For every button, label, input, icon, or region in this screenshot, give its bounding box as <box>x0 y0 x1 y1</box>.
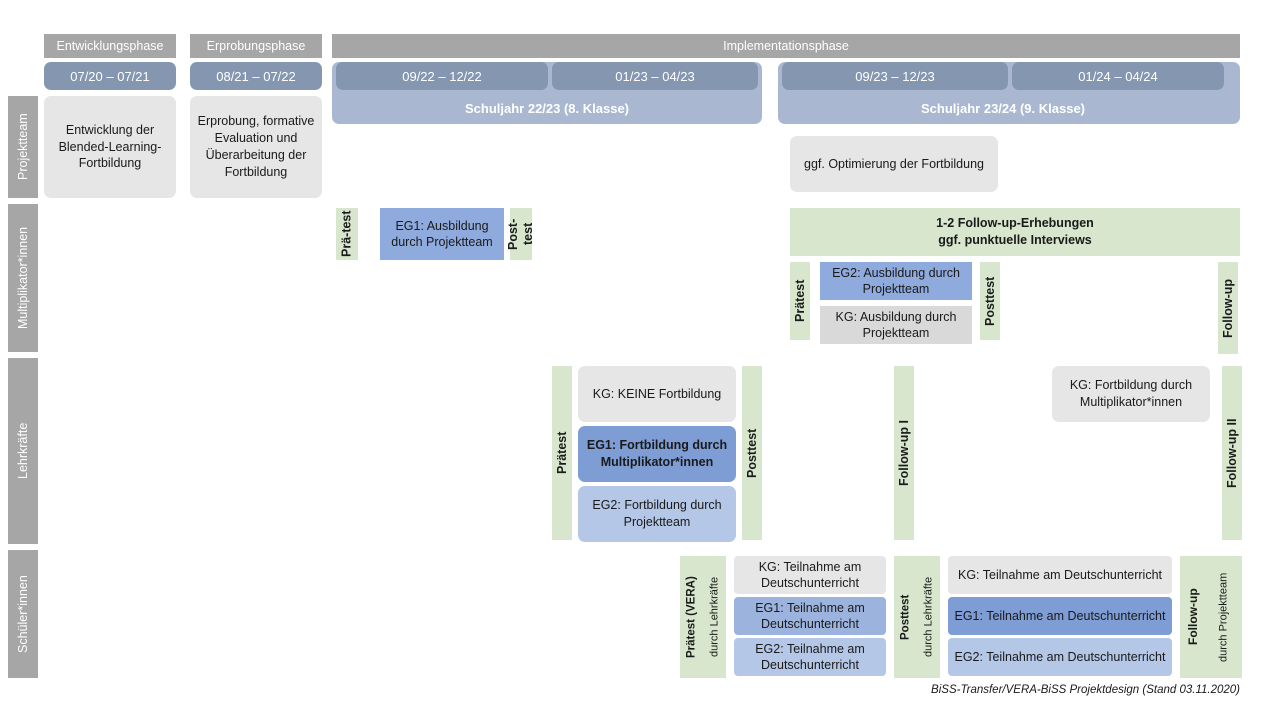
projektteam-entwicklung-label: Entwicklung der Blended-Learning-Fortbildung <box>58 122 162 171</box>
multiplikatoren-followup-banner <box>790 208 1240 256</box>
kg-fortbildung-label: KG: Fortbildung durch Multiplikator*innen <box>1069 378 1193 409</box>
row-label-lehrkraefte <box>8 358 38 544</box>
followup-banner-line1: 1-2 Follow-up-Erhebungen <box>936 216 1094 231</box>
period-01-24-04-24 <box>1012 62 1224 90</box>
period-label: 08/21 – 07/22 <box>216 68 296 84</box>
eg1-label: EG1: Fortbildung durch Multiplikator*innen <box>586 438 728 469</box>
eg2-label: EG2: Teilnahme am Deutschunterricht <box>755 641 865 672</box>
row-label-schuelerinnen <box>8 550 38 678</box>
period-09-22-12-22 <box>336 62 548 90</box>
phase-header-implementationsphase <box>332 34 1240 58</box>
schoolyear-text: Schuljahr 23/24 (9. Klasse) <box>920 100 1086 116</box>
praetest-label: Prätest <box>793 279 807 323</box>
projektteam-optimierung-label: ggf. Optimierung der Fortbildung <box>804 156 984 171</box>
multiplikatoren-kg-box <box>820 306 972 344</box>
projektteam-entwicklung-box <box>44 96 176 198</box>
schueler-followup-main: Follow-up <box>1186 588 1200 646</box>
kg-label: KG: Ausbildung durch Projektteam <box>835 309 957 340</box>
schueler-praetest-block <box>680 556 726 678</box>
schueler-eg1-box-2 <box>948 597 1172 635</box>
lehrkraefte-followup-2 <box>1222 366 1242 540</box>
followup1-label: Follow-up I <box>897 420 911 486</box>
eg2-label: EG2: Teilnahme am Deutschunterricht <box>954 649 1166 664</box>
eg1-label: EG1: Ausbildung durch Projektteam <box>391 218 493 249</box>
lehrkraefte-praetest <box>552 366 572 540</box>
praetest-label: Prä-test <box>339 210 354 258</box>
lehrkraefte-posttest <box>742 366 762 540</box>
praetest-label: Prätest <box>555 431 569 475</box>
projektteam-erprobung-box <box>190 96 322 198</box>
multiplikatoren-followup <box>1218 262 1238 354</box>
schueler-followup-sub: durch Projektteam <box>1217 572 1230 662</box>
multiplikatoren-praetest-1 <box>336 208 358 260</box>
row-label-text: Projektteam <box>16 113 30 181</box>
schoolyear-label-23-24 <box>782 96 1224 120</box>
multiplikatoren-eg2-box <box>820 262 972 300</box>
schueler-posttest-sub: durch Lehrkräfte <box>922 576 935 658</box>
row-label-text: Lehrkräfte <box>16 422 30 480</box>
phase-label: Implementationsphase <box>723 39 849 53</box>
phase-label: Erprobungsphase <box>206 39 306 53</box>
schueler-posttest-main: Posttest <box>899 594 912 640</box>
schueler-posttest-block <box>894 556 940 678</box>
followup2-label: Follow-up II <box>1225 418 1239 488</box>
row-label-projektteam <box>8 96 38 198</box>
schueler-eg2-box-2 <box>948 638 1172 676</box>
row-label-multiplikatorinnen <box>8 204 38 352</box>
eg2-label: EG2: Fortbildung durch Projektteam <box>592 498 722 529</box>
period-01-23-04-23 <box>552 62 758 90</box>
multiplikatoren-praetest-2 <box>790 262 810 340</box>
multiplikatoren-posttest-1 <box>506 208 535 260</box>
phase-header-entwicklungsphase <box>44 34 176 58</box>
schueler-praetest-main: Prätest (VERA) <box>685 576 698 658</box>
eg1-label: EG1: Teilnahme am Deutschunterricht <box>755 600 865 631</box>
projektteam-erprobung-label: Erprobung, formative Evaluation und Überarbeitung der Fortbildung <box>197 114 315 179</box>
lehrkraefte-eg1-box <box>578 426 736 482</box>
schueler-kg-box-1 <box>734 556 886 594</box>
period-07-20-07-21 <box>44 62 176 90</box>
phase-label: Entwicklungsphase <box>56 39 164 53</box>
lehrkraefte-kg-keine-box <box>578 366 736 422</box>
period-label: 01/24 – 04/24 <box>1078 68 1158 84</box>
kg-label: KG: Teilnahme am Deutschunterricht <box>957 567 1163 582</box>
period-label: 07/20 – 07/21 <box>70 68 150 84</box>
phase-header-erprobungsphase <box>190 34 322 58</box>
row-label-text: Schüler*innen <box>16 575 30 653</box>
multiplikatoren-posttest-2 <box>980 262 1000 340</box>
period-09-23-12-23 <box>782 62 1008 90</box>
projektteam-optimierung-box <box>790 136 998 192</box>
eg2-label: EG2: Ausbildung durch Projektteam <box>832 265 960 296</box>
schueler-eg1-box-1 <box>734 597 886 635</box>
lehrkraefte-followup-1 <box>894 366 914 540</box>
schueler-followup-block <box>1180 556 1242 678</box>
posttest-label: Posttest <box>745 428 759 478</box>
schueler-kg-box-2 <box>948 556 1172 594</box>
posttest-label: Post-test <box>506 218 535 250</box>
footnote: BiSS-Transfer/VERA-BiSS Projektdesign (Stand 03.11.2020) <box>931 684 1240 696</box>
multiplikatoren-eg1-box <box>380 208 504 260</box>
kg-label: KG: Teilnahme am Deutschunterricht <box>758 559 862 590</box>
schueler-praetest-sub: durch Lehrkräfte <box>708 576 721 658</box>
schueler-eg2-box-1 <box>734 638 886 676</box>
lehrkraefte-kg-fortbildung-box <box>1052 366 1210 422</box>
followup-banner-line2: ggf. punktuelle Interviews <box>938 233 1092 247</box>
schoolyear-text: Schuljahr 22/23 (8. Klasse) <box>464 100 630 116</box>
kg-keine-label: KG: KEINE Fortbildung <box>592 386 722 401</box>
period-label: 09/22 – 12/22 <box>402 68 482 84</box>
lehrkraefte-eg2-box <box>578 486 736 542</box>
followup-label: Follow-up <box>1221 278 1235 338</box>
posttest-label: Posttest <box>983 276 997 326</box>
row-label-text: Multiplikator*innen <box>16 226 30 330</box>
schoolyear-label-22-23 <box>336 96 758 120</box>
period-label: 01/23 – 04/23 <box>615 68 695 84</box>
period-label: 09/23 – 12/23 <box>855 68 935 84</box>
eg1-label: EG1: Teilnahme am Deutschunterricht <box>954 608 1166 623</box>
period-08-21-07-22 <box>190 62 322 90</box>
